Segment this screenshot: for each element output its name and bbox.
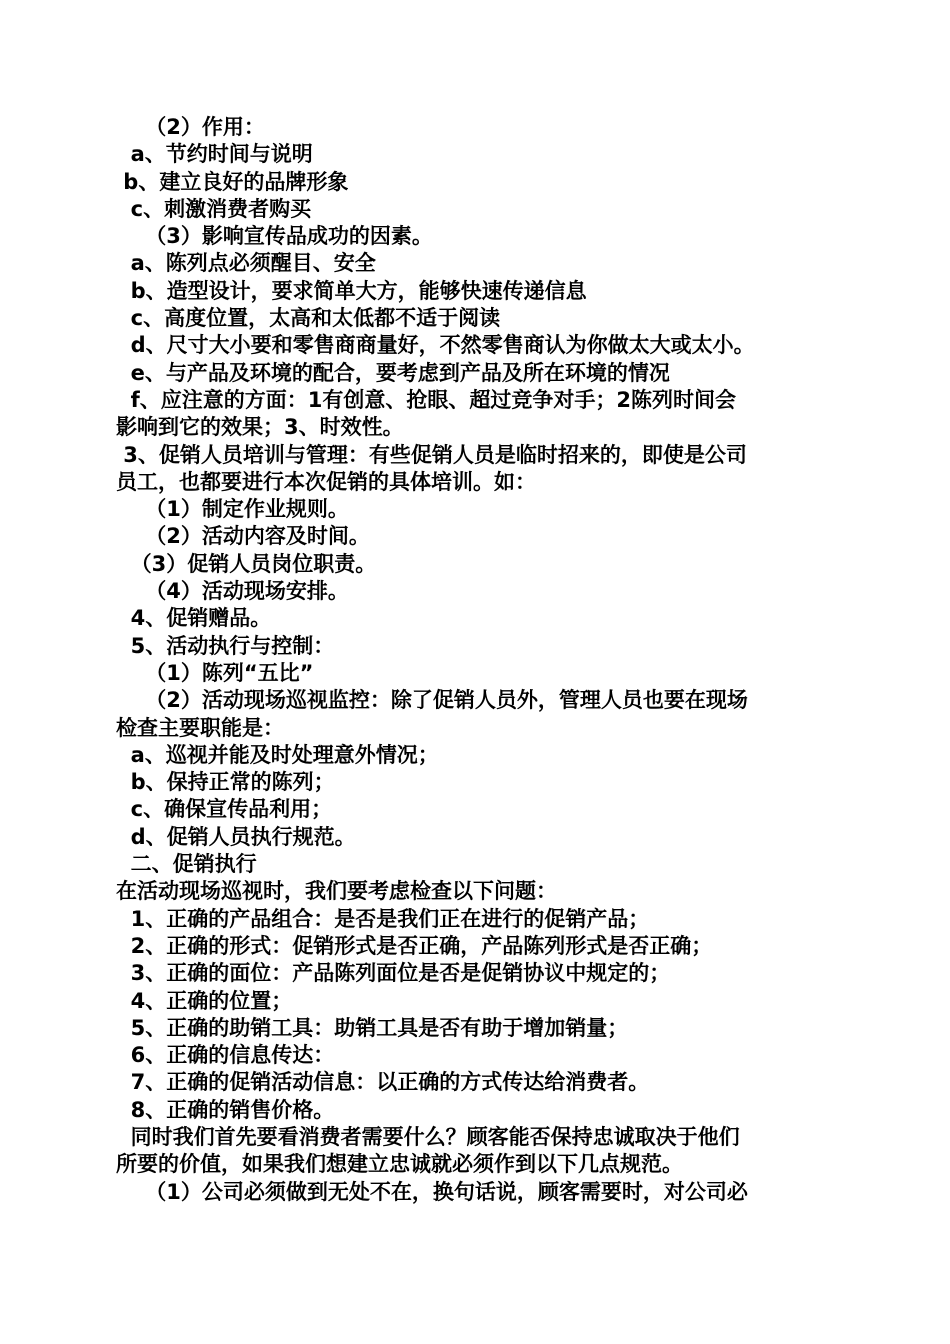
text-line: b、造型设计，要求简单大方，能够快速传递信息 (116, 278, 587, 303)
text-line: 检查主要职能是： (116, 715, 284, 740)
text-line: e、与产品及环境的配合，要考虑到产品及所在环境的情况 (116, 360, 670, 385)
document-body (116, 114, 836, 1206)
text-line: d、尺寸大小要和零售商商量好，不然零售商认为你做太大或太小。 (116, 333, 755, 358)
text-line: 3、正确的面位：产品陈列面位是否是促销协议中规定的； (116, 961, 671, 986)
text-line: （2）活动现场巡视监控：除了促销人员外，管理人员也要在现场 (116, 688, 748, 713)
text-line: 1、正确的产品组合：是否是我们正在进行的促销产品； (116, 906, 650, 931)
section-heading: 二、促销执行 (116, 852, 257, 877)
text-line: 5、正确的助销工具：助销工具是否有助于增加销量； (116, 1015, 629, 1040)
text-line: b、保持正常的陈列； (116, 770, 335, 795)
text-line: 5、活动执行与控制： (116, 633, 335, 658)
text-line: a、巡视并能及时处理意外情况； (116, 742, 439, 767)
text-line: （3）促销人员岗位职责。 (116, 551, 377, 576)
text-line: 在活动现场巡视时，我们要考虑检查以下问题： (116, 879, 557, 904)
text-line: （1）陈列“五比” (116, 660, 314, 685)
text-line: （1）公司必须做到无处不在，换句话说，顾客需要时，对公司必 (116, 1179, 748, 1204)
text-line: f、应注意的方面：1有创意、抢眼、超过竞争对手；2陈列时间会 (116, 387, 736, 412)
text-line: 4、正确的位置； (116, 988, 293, 1013)
text-line: 影响到它的效果；3、时效性。 (116, 415, 404, 440)
text-line: c、确保宣传品利用； (116, 797, 333, 822)
text-line: 员工，也都要进行本次促销的具体培训。如： (116, 469, 536, 494)
text-line: 6、正确的信息传达： (116, 1043, 335, 1068)
text-line: c、高度位置，太高和太低都不适于阅读 (116, 306, 501, 331)
text-line: 同时我们首先要看消费者需要什么？顾客能否保持忠诚取决于他们 (116, 1124, 740, 1149)
text-line: 3、促销人员培训与管理：有些促销人员是临时招来的，即使是公司 (116, 442, 747, 467)
text-line: 8、正确的销售价格。 (116, 1097, 335, 1122)
text-line: 2、正确的形式：促销形式是否正确，产品陈列形式是否正确； (116, 933, 713, 958)
text-line: c、刺激消费者购买 (116, 196, 312, 221)
text-line: b、建立良好的品牌形象 (116, 169, 349, 194)
text-line: 4、促销赠品。 (116, 606, 272, 631)
text-line: （1）制定作业规则。 (116, 497, 349, 522)
text-line: a、节约时间与说明 (116, 142, 313, 167)
text-line: （2）作用： (116, 115, 265, 139)
text-line: （4）活动现场安排。 (116, 579, 349, 604)
text-line: a、陈列点必须醒目、安全 (116, 251, 376, 276)
text-line: 7、正确的促销活动信息：以正确的方式传达给消费者。 (116, 1070, 650, 1095)
text-line: （2）活动内容及时间。 (116, 524, 370, 549)
text-line: （3）影响宣传品成功的因素。 (116, 224, 433, 249)
text-line: 所要的价值，如果我们想建立忠诚就必须作到以下几点规范。 (116, 1152, 683, 1177)
text-line: d、促销人员执行规范。 (116, 824, 356, 849)
